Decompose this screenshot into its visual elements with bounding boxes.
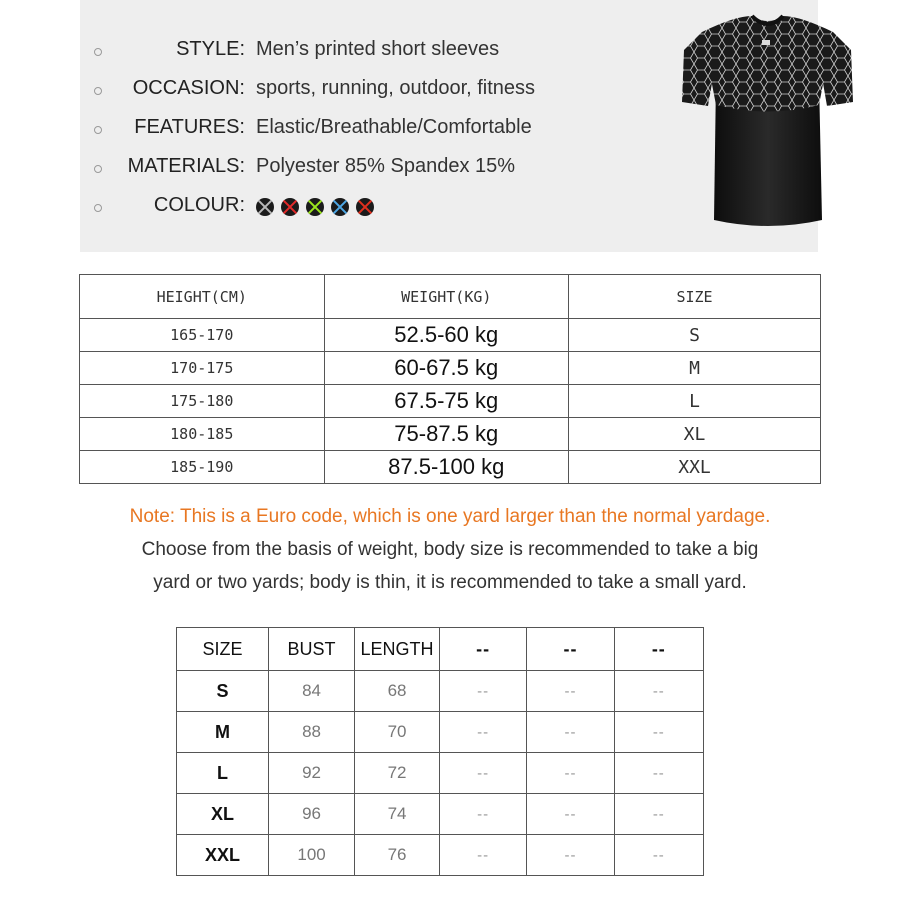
spec-row-materials (80, 155, 600, 185)
sizing-advice-line-1: Choose from the basis of weight, body size is recommended to take a big (141, 539, 759, 560)
bust-cell: 88 (268, 712, 354, 753)
spec-value: Men’s printed short sleeves (256, 38, 500, 60)
table-row (80, 385, 821, 418)
table-row (177, 712, 704, 753)
column-header: BUST (268, 628, 354, 671)
table-row (177, 794, 704, 835)
table-header-row (80, 275, 821, 319)
size-cell: S (177, 671, 269, 712)
size-cell: M (177, 712, 269, 753)
spec-value: sports, running, outdoor, fitness (256, 77, 536, 99)
spec-label: STYLE: (176, 38, 245, 60)
spec-row-features (80, 116, 600, 146)
weight-cell: 75-87.5 kg (324, 418, 569, 451)
spec-label: FEATURES: (134, 116, 245, 138)
size-cell: XL (177, 794, 269, 835)
empty-cell: -- (527, 671, 614, 712)
size-cell: M (569, 352, 821, 385)
column-header: LENGTH (355, 628, 440, 671)
empty-cell: -- (614, 794, 703, 835)
spec-label: OCCASION: (132, 77, 245, 99)
grey-swatch-icon[interactable] (256, 198, 274, 216)
column-header: SIZE (569, 275, 821, 319)
empty-cell: -- (439, 671, 526, 712)
empty-cell: -- (614, 712, 703, 753)
column-header: -- (527, 628, 614, 671)
size-cell: L (177, 753, 269, 794)
spec-value: Polyester 85% Spandex 15% (256, 155, 516, 177)
spec-row-colour (80, 194, 600, 224)
compression-shirt-image (680, 10, 855, 235)
spec-value: Elastic/Breathable/Comfortable (256, 116, 532, 138)
length-cell: 70 (355, 712, 440, 753)
spec-row-occasion (80, 77, 600, 107)
spec-label: MATERIALS: (127, 155, 245, 177)
bullet-icon (94, 87, 102, 95)
length-cell: 74 (355, 794, 440, 835)
weight-cell: 87.5-100 kg (324, 451, 569, 484)
spec-row-style (80, 38, 600, 68)
size-cell: S (569, 319, 821, 352)
height-cell: 170-175 (80, 352, 325, 385)
empty-cell: -- (527, 753, 614, 794)
bust-cell: 100 (268, 835, 354, 876)
measurement-table (176, 627, 704, 876)
bust-cell: 84 (268, 671, 354, 712)
column-header: SIZE (177, 628, 269, 671)
weight-cell: 67.5-75 kg (324, 385, 569, 418)
bust-cell: 96 (268, 794, 354, 835)
size-cell: L (569, 385, 821, 418)
empty-cell: -- (439, 835, 526, 876)
column-header: -- (439, 628, 526, 671)
size-cell: XXL (569, 451, 821, 484)
size-cell: XL (569, 418, 821, 451)
table-row (80, 418, 821, 451)
column-header: HEIGHT(CM) (80, 275, 325, 319)
bust-cell: 92 (268, 753, 354, 794)
height-cell: 175-180 (80, 385, 325, 418)
blue-swatch-icon[interactable] (331, 198, 349, 216)
bullet-icon (94, 48, 102, 56)
empty-cell: -- (614, 753, 703, 794)
table-row (177, 671, 704, 712)
red-swatch-icon[interactable] (281, 198, 299, 216)
column-header: -- (614, 628, 703, 671)
height-cell: 180-185 (80, 418, 325, 451)
table-row (177, 835, 704, 876)
weight-cell: 52.5-60 kg (324, 319, 569, 352)
size-cell: XXL (177, 835, 269, 876)
empty-cell: -- (527, 794, 614, 835)
empty-cell: -- (439, 794, 526, 835)
empty-cell: -- (439, 753, 526, 794)
sizing-advice-line-2: yard or two yards; body is thin, it is recommended to take a small yard. (153, 572, 747, 593)
empty-cell: -- (527, 712, 614, 753)
spec-label: COLOUR: (153, 194, 245, 216)
length-cell: 68 (355, 671, 440, 712)
bullet-icon (94, 165, 102, 173)
empty-cell: -- (527, 835, 614, 876)
colour-swatches (256, 198, 374, 216)
product-spec-panel (80, 0, 818, 252)
length-cell: 76 (355, 835, 440, 876)
bullet-icon (94, 204, 102, 212)
green-swatch-icon[interactable] (306, 198, 324, 216)
euro-code-note: Note: This is a Euro code, which is one yard larger than the normal yardage. (129, 506, 771, 527)
empty-cell: -- (614, 671, 703, 712)
table-row (80, 319, 821, 352)
length-cell: 72 (355, 753, 440, 794)
table-header-row (177, 628, 704, 671)
bullet-icon (94, 126, 102, 134)
height-cell: 185-190 (80, 451, 325, 484)
empty-cell: -- (439, 712, 526, 753)
empty-cell: -- (614, 835, 703, 876)
red-swatch-icon-2[interactable] (356, 198, 374, 216)
height-cell: 165-170 (80, 319, 325, 352)
table-row (80, 451, 821, 484)
table-row (177, 753, 704, 794)
size-chart-table (79, 274, 821, 484)
weight-cell: 60-67.5 kg (324, 352, 569, 385)
table-row (80, 352, 821, 385)
column-header: WEIGHT(KG) (324, 275, 569, 319)
